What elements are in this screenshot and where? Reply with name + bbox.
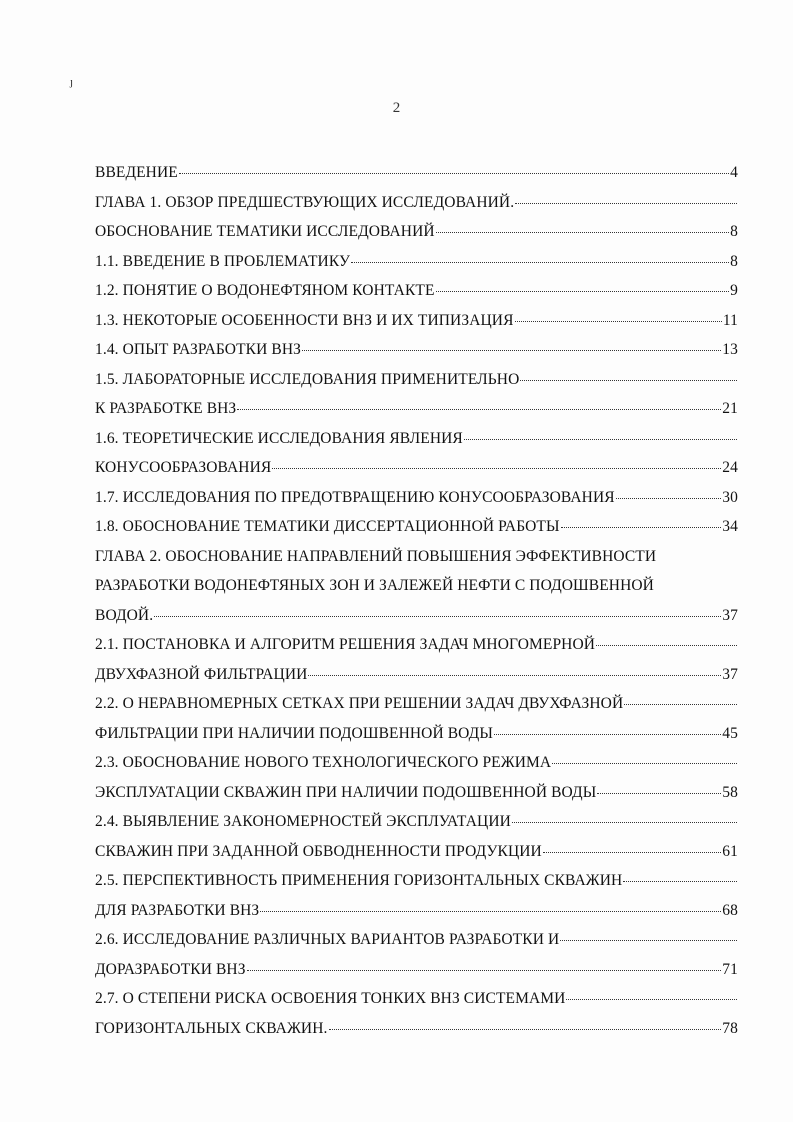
- toc-dot-leader: [515, 202, 737, 204]
- toc-dot-leader: [623, 880, 737, 882]
- toc-entry-title: 2.5. ПЕРСПЕКТИВНОСТЬ ПРИМЕНЕНИЯ ГОРИЗОНТАЛЬНЫХ СКВАЖИН: [95, 872, 623, 889]
- toc-entry-title: ОБОСНОВАНИЕ ТЕМАТИКИ ИССЛЕДОВАНИЙ: [95, 223, 435, 240]
- toc-dot-leader: [436, 290, 730, 292]
- toc-dot-leader: [596, 644, 737, 646]
- toc-entry-page: 58: [722, 783, 738, 801]
- toc-entry[interactable]: [95, 807, 738, 837]
- toc-dot-leader: [561, 526, 722, 528]
- toc-entry-page: 78: [722, 1019, 738, 1037]
- toc-dot-leader: [597, 792, 721, 794]
- toc-entry[interactable]: [95, 217, 738, 247]
- toc-dot-leader: [616, 497, 722, 499]
- toc-entry[interactable]: [95, 424, 738, 454]
- toc-entry[interactable]: [95, 778, 738, 808]
- toc-entry-title: 2.2. О НЕРАВНОМЕРНЫХ СЕТКАХ ПРИ РЕШЕНИИ ЗАДАЧ ДВУХФАЗНОЙ: [95, 695, 624, 712]
- toc-entry-title: 1.3. НЕКОТОРЫЕ ОСОБЕННОСТИ ВНЗ И ИХ ТИПИЗАЦИЯ: [95, 311, 514, 329]
- toc-entry[interactable]: [95, 571, 738, 601]
- toc-entry-title: 1.8. ОБОСНОВАНИЕ ТЕМАТИКИ ДИССЕРТАЦИОННОЙ РАБОТЫ: [95, 518, 560, 535]
- toc-entry-page: 9: [730, 282, 738, 299]
- table-of-contents: [95, 158, 738, 1043]
- toc-entry[interactable]: [95, 925, 738, 955]
- toc-entry[interactable]: [95, 542, 738, 572]
- toc-dot-leader: [543, 851, 721, 853]
- toc-dot-leader: [552, 762, 737, 764]
- toc-entry-title: ДЛЯ РАЗРАБОТКИ ВНЗ: [95, 901, 260, 919]
- toc-entry[interactable]: [95, 276, 738, 306]
- toc-entry[interactable]: [95, 1014, 738, 1044]
- toc-entry-title: ЭКСПЛУАТАЦИИ СКВАЖИН ПРИ НАЛИЧИИ ПОДОШВЕННОЙ ВОДЫ: [95, 783, 597, 801]
- toc-entry-title: ГЛАВА 1. ОБЗОР ПРЕДШЕСТВУЮЩИХ ИССЛЕДОВАНИЙ.: [95, 193, 515, 211]
- toc-dot-leader: [308, 674, 721, 676]
- toc-entry[interactable]: [95, 365, 738, 395]
- toc-entry-page: 71: [722, 960, 738, 978]
- toc-entry-page: 21: [722, 400, 738, 417]
- toc-entry-title: КОНУСООБРАЗОВАНИЯ: [95, 459, 272, 476]
- toc-entry-title: 1.5. ЛАБОРАТОРНЫЕ ИССЛЕДОВАНИЯ ПРИМЕНИТЕЛЬНО: [95, 370, 520, 388]
- toc-entry[interactable]: [95, 512, 738, 542]
- toc-entry[interactable]: [95, 630, 738, 660]
- toc-entry-title: 2.7. О СТЕПЕНИ РИСКА ОСВОЕНИЯ ТОНКИХ ВНЗ СИСТЕМАМИ: [95, 990, 566, 1007]
- toc-entry-page: 34: [722, 518, 738, 535]
- toc-entry-title: ДОРАЗРАБОТКИ ВНЗ: [95, 960, 246, 978]
- toc-entry-page: 45: [722, 724, 738, 742]
- toc-entry-page: 13: [722, 341, 738, 358]
- toc-dot-leader: [237, 408, 721, 410]
- toc-entry[interactable]: [95, 601, 738, 631]
- toc-entry[interactable]: [95, 866, 738, 896]
- toc-entry-title: ФИЛЬТРАЦИИ ПРИ НАЛИЧИИ ПОДОШВЕННОЙ ВОДЫ: [95, 724, 493, 742]
- toc-dot-leader: [464, 438, 737, 440]
- toc-dot-leader: [436, 231, 729, 233]
- toc-entry-title: 2.1. ПОСТАНОВКА И АЛГОРИТМ РЕШЕНИЯ ЗАДАЧ МНОГОМЕРНОЙ: [95, 636, 596, 653]
- toc-entry[interactable]: [95, 660, 738, 690]
- toc-dot-leader: [560, 939, 737, 941]
- toc-dot-leader: [494, 733, 721, 735]
- toc-entry[interactable]: [95, 955, 738, 985]
- toc-entry[interactable]: [95, 837, 738, 867]
- toc-entry-title: СКВАЖИН ПРИ ЗАДАННОЙ ОБВОДНЕННОСТИ ПРОДУКЦИИ: [95, 842, 542, 860]
- toc-entry[interactable]: [95, 483, 738, 513]
- toc-entry-title: ВВЕДЕНИЕ: [95, 164, 178, 181]
- toc-entry-page: 11: [722, 311, 738, 329]
- toc-entry[interactable]: [95, 896, 738, 926]
- toc-dot-leader: [247, 969, 722, 971]
- toc-dot-leader: [179, 172, 729, 174]
- toc-entry-title: 2.4. ВЫЯВЛЕНИЕ ЗАКОНОМЕРНОСТЕЙ ЭКСПЛУАТАЦИИ: [95, 813, 511, 830]
- page-number: 2: [392, 100, 401, 116]
- toc-dot-leader: [512, 821, 737, 823]
- toc-entry[interactable]: [95, 748, 738, 778]
- toc-entry-page: 24: [722, 459, 738, 476]
- toc-entry-title: 1.2. ПОНЯТИЕ О ВОДОНЕФТЯНОМ КОНТАКТЕ: [95, 282, 435, 299]
- toc-dot-leader: [351, 261, 729, 263]
- toc-entry-page: 4: [730, 164, 738, 181]
- toc-entry-title: 1.1. ВВЕДЕНИЕ В ПРОБЛЕМАТИКУ: [95, 252, 351, 270]
- toc-entry-title: 1.6. ТЕОРЕТИЧЕСКИЕ ИССЛЕДОВАНИЯ ЯВЛЕНИЯ: [95, 429, 463, 447]
- toc-entry-title: 2.6. ИССЛЕДОВАНИЕ РАЗЛИЧНЫХ ВАРИАНТОВ РАЗРАБОТКИ И: [95, 931, 560, 948]
- toc-dot-leader: [154, 615, 721, 617]
- toc-entry-title: К РАЗРАБОТКЕ ВНЗ: [95, 400, 237, 417]
- toc-entry-page: 8: [730, 252, 738, 270]
- toc-dot-leader: [329, 1028, 722, 1030]
- toc-dot-leader: [624, 703, 737, 705]
- toc-entry[interactable]: [95, 719, 738, 749]
- toc-entry-page: 68: [722, 901, 738, 919]
- toc-entry[interactable]: [95, 188, 738, 218]
- toc-entry-page: 30: [722, 488, 738, 506]
- toc-dot-leader: [272, 467, 721, 469]
- toc-entry-page: 37: [722, 606, 738, 624]
- toc-entry-title: 2.3. ОБОСНОВАНИЕ НОВОГО ТЕХНОЛОГИЧЕСКОГО РЕЖИМА: [95, 754, 552, 771]
- toc-entry-page: 37: [722, 665, 738, 683]
- toc-entry-title: ДВУХФАЗНОЙ ФИЛЬТРАЦИИ: [95, 665, 308, 683]
- toc-entry-title: ВОДОЙ.: [95, 606, 154, 624]
- toc-entry-title: 1.7. ИССЛЕДОВАНИЯ ПО ПРЕДОТВРАЩЕНИЮ КОНУСООБРАЗОВАНИЯ: [95, 488, 615, 506]
- toc-dot-leader: [520, 379, 737, 381]
- toc-entry[interactable]: [95, 394, 738, 424]
- toc-entry[interactable]: [95, 158, 738, 188]
- scan-mark: ȷ: [70, 76, 74, 88]
- toc-entry-title: 1.4. ОПЫТ РАЗРАБОТКИ ВНЗ: [95, 341, 301, 358]
- toc-entry[interactable]: [95, 306, 738, 336]
- toc-entry-title: ГЛАВА 2. ОБОСНОВАНИЕ НАПРАВЛЕНИЙ ПОВЫШЕНИЯ ЭФФЕКТИВНОСТИ: [95, 547, 657, 565]
- toc-dot-leader: [515, 320, 722, 322]
- toc-entry[interactable]: [95, 247, 738, 277]
- toc-entry[interactable]: [95, 984, 738, 1014]
- toc-dot-leader: [260, 910, 721, 912]
- toc-entry[interactable]: [95, 689, 738, 719]
- toc-dot-leader: [566, 998, 737, 1000]
- toc-entry-page: 61: [722, 842, 738, 860]
- toc-entry-page: 8: [730, 223, 738, 240]
- toc-entry-title: РАЗРАБОТКИ ВОДОНЕФТЯНЫХ ЗОН И ЗАЛЕЖЕЙ НЕФТИ С ПОДОШВЕННОЙ: [95, 577, 654, 594]
- toc-dot-leader: [302, 349, 721, 351]
- toc-entry[interactable]: [95, 335, 738, 365]
- toc-entry[interactable]: [95, 453, 738, 483]
- toc-entry-title: ГОРИЗОНТАЛЬНЫХ СКВАЖИН.: [95, 1019, 328, 1037]
